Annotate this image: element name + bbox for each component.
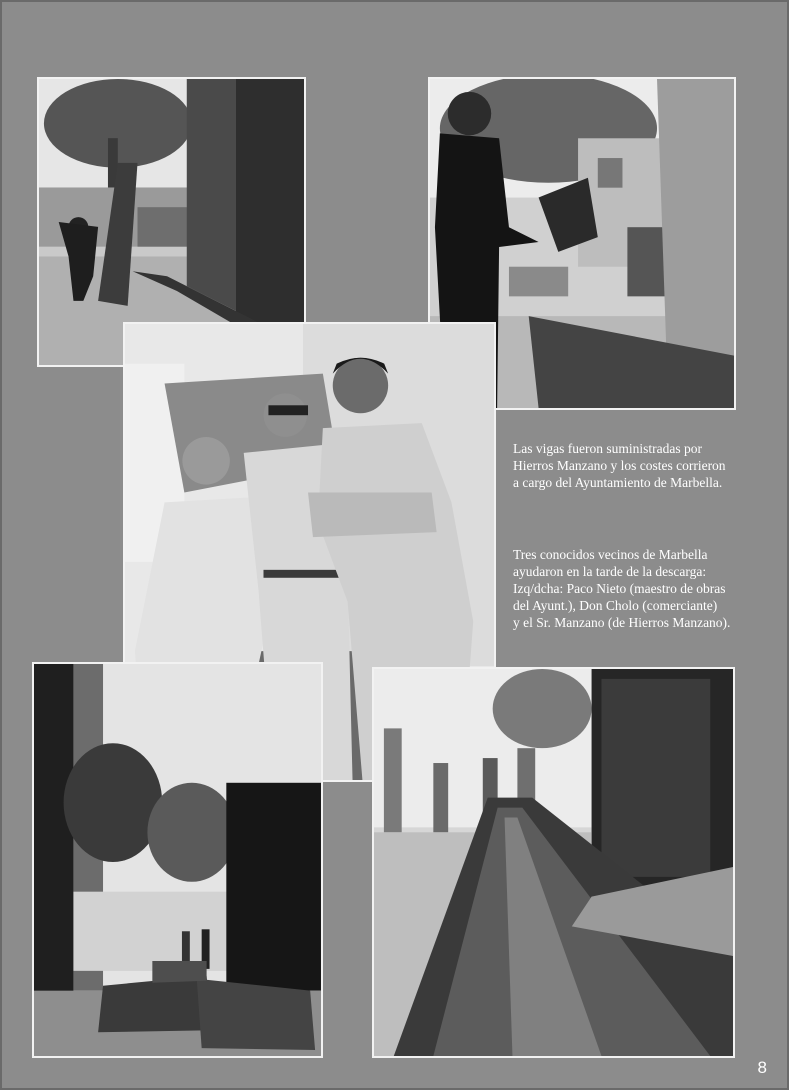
page-number: 8 bbox=[757, 1058, 767, 1077]
caption-line: Izq/dcha: Paco Nieto (maestro de obras bbox=[513, 581, 726, 596]
caption-line: del Ayunt.), Don Cholo (comerciante) bbox=[513, 598, 718, 613]
caption-line: Tres conocidos vecinos de Marbella bbox=[513, 547, 708, 562]
photo-beam-on-ground bbox=[372, 667, 735, 1058]
photo-church-doorway-view bbox=[32, 662, 323, 1058]
caption-line: Las vigas fueron suministradas por bbox=[513, 441, 702, 456]
caption-line: ayudaron en la tarde de la descarga: bbox=[513, 564, 707, 579]
caption-beams-supplier bbox=[513, 440, 773, 491]
caption-neighbors-helpers bbox=[513, 546, 778, 631]
caption-line: y el Sr. Manzano (de Hierros Manzano). bbox=[513, 615, 731, 630]
caption-line: Hierros Manzano y los costes corrieron bbox=[513, 458, 726, 473]
caption-line: a cargo del Ayuntamiento de Marbella. bbox=[513, 475, 723, 490]
